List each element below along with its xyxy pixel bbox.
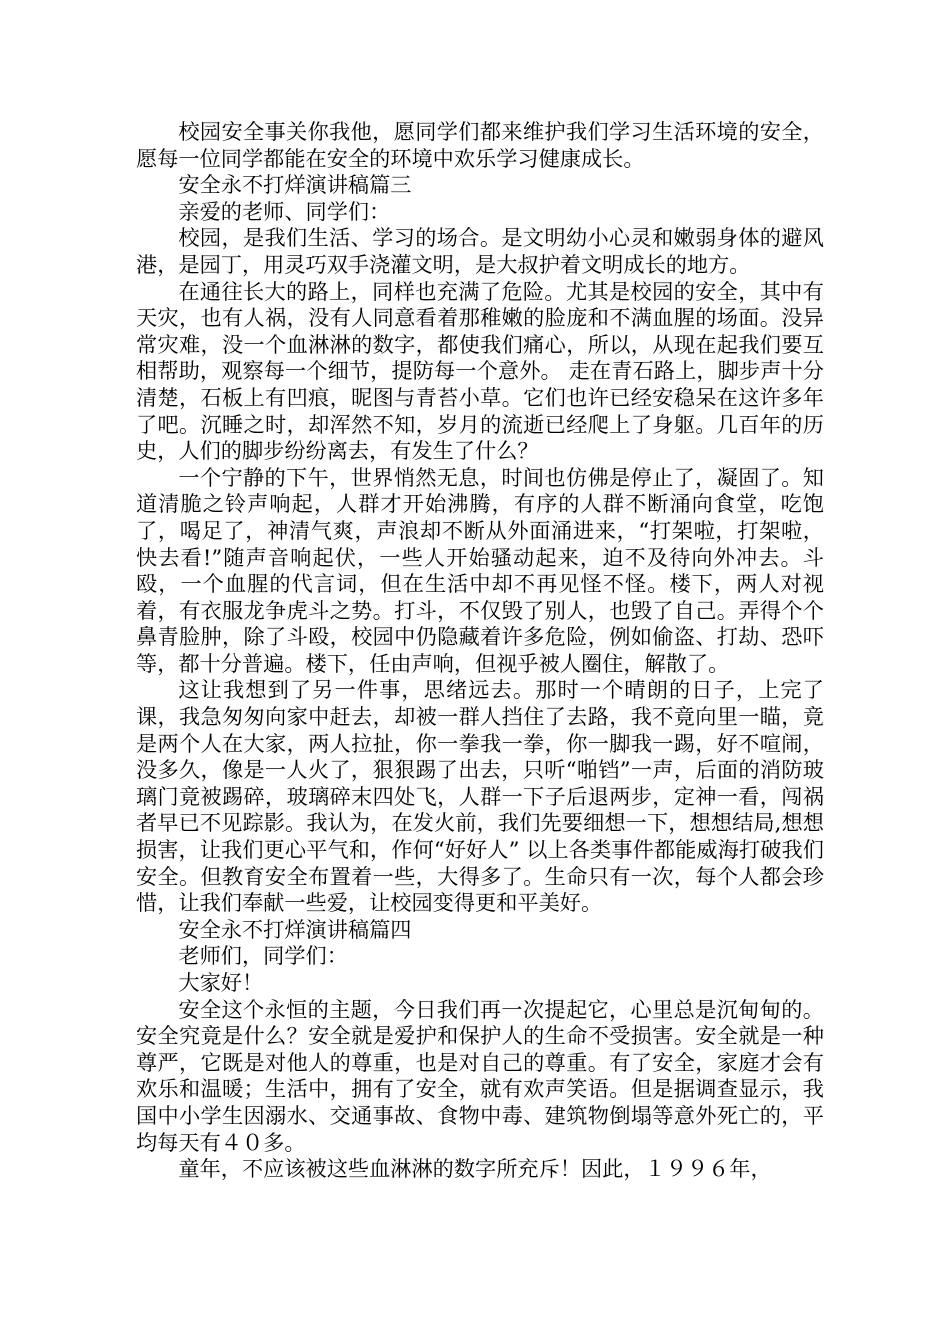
paragraph-safety-theme: 安全这个永恒的主题，今日我们再一次提起它，心里总是沉甸甸的。安全究竟是什么？安全就是爱护和保护人的生命不受损害。安全就是一种尊严，它既是对他人的尊重，也是对自己的尊重。有了安全，家庭才会有欢乐和温暖；生活中，拥有了安全，就有欢声笑语。但是据调查显示，我国中小学生因溺水、交通事故、食物中毒、建筑物倒塌等意外死亡的，平均每天有４０多。 [136,996,824,1155]
salutation-3: 亲爱的老师、同学们： [178,198,391,224]
paragraph-danger: 在通往长大的路上，同样也充满了危险。尤其是校园的安全，其中有天灾，也有人祸，没有人同意看着那稚嫩的脸庞和不满血腥的场面。没异常灾难，没一个血淋淋的数字，都使我们痛心，所以，从现在起我们要互相帮助，观察每一个细节，提防每一个意外。 走在青石路上，脚步声十分清楚，石板上有凹痕，昵图与青苔小草。它们也许已经安稳呆在这许多年了吧。沉睡之时，却浑然不知，岁月的流逝已经爬上了身躯。几百年的历史，人们的脚步纷纷离去，有发生了什么？ [136,278,824,464]
salutation-4: 老师们，同学们： [178,943,348,969]
paragraph-childhood: 童年，不应该被这些血淋淋的数字所充斥！因此，１９９６年， [178,1156,772,1182]
document-body [136,119,824,1183]
paragraph-memory: 这让我想到了另一件事，思绪远去。那时一个晴朗的日子，上完了课，我急匆匆向家中赶去，却被一群人挡住了去路，我不竟向里一瞄，竟是两个人在大家，两人拉扯，你一拳我一拳，你一脚我一踢，好不喧闹，没多久，像是一人火了，狠狠踢了出去，只听“啪铛”一声，后面的消防玻璃门竟被踢碎，玻璃碎末四处飞，人群一下子后退两步，定神一看，闯祸者早已不见踪影。我认为，在发火前，我们先要细想一下，想想结局,想想损害，让我们更心平气和，作何“好好人” 以上各类事件都能威海打破我们安全。但教育安全布置着一些，大得多了。生命只有一次，每个人都会珍惜，让我们奉献一些爱，让校园变得更和平美好。 [136,677,824,916]
greeting: 大家好！ [178,970,264,995]
section-title-3: 安全永不打烊演讲稿篇三 [178,172,412,198]
section-title-4: 安全永不打烊演讲稿篇四 [178,916,412,942]
paragraph-closing-wish: 校园安全事关你我他，愿同学们都来维护我们学习生活环境的安全，愿每一位同学都能在安全的环境中欢乐学习健康成长。 [136,119,824,171]
paragraph-afternoon: 一个宁静的下午，世界悄然无息，时间也仿佛是停止了，凝固了。知道清脆之铃声响起，人群才开始沸腾，有序的人群不断涌向食堂，吃饱了，喝足了，神清气爽，声浪却不断从外面涌进来，“打架啦，打架啦，快去看!”随声音响起伏，一些人开始骚动起来，迫不及待向外冲去。斗殴，一个血腥的代言词，但在生活中却不再见怪不怪。楼下，两人对视着，有衣服龙争虎斗之势。打斗，不仅毁了别人，也毁了自己。弄得个个鼻青脸肿，除了斗殴，校园中仍隐藏着许多危险，例如偷盗、打劫、恐吓等，都十分普遍。楼下，任由声响，但视乎被人圈住，解散了。 [136,464,824,676]
paragraph-campus: 校园，是我们生活、学习的场合。是文明幼小心灵和嫩弱身体的避风港，是园丁，用灵巧双手浇灌文明，是大叔护着文明成长的地方。 [136,225,824,277]
